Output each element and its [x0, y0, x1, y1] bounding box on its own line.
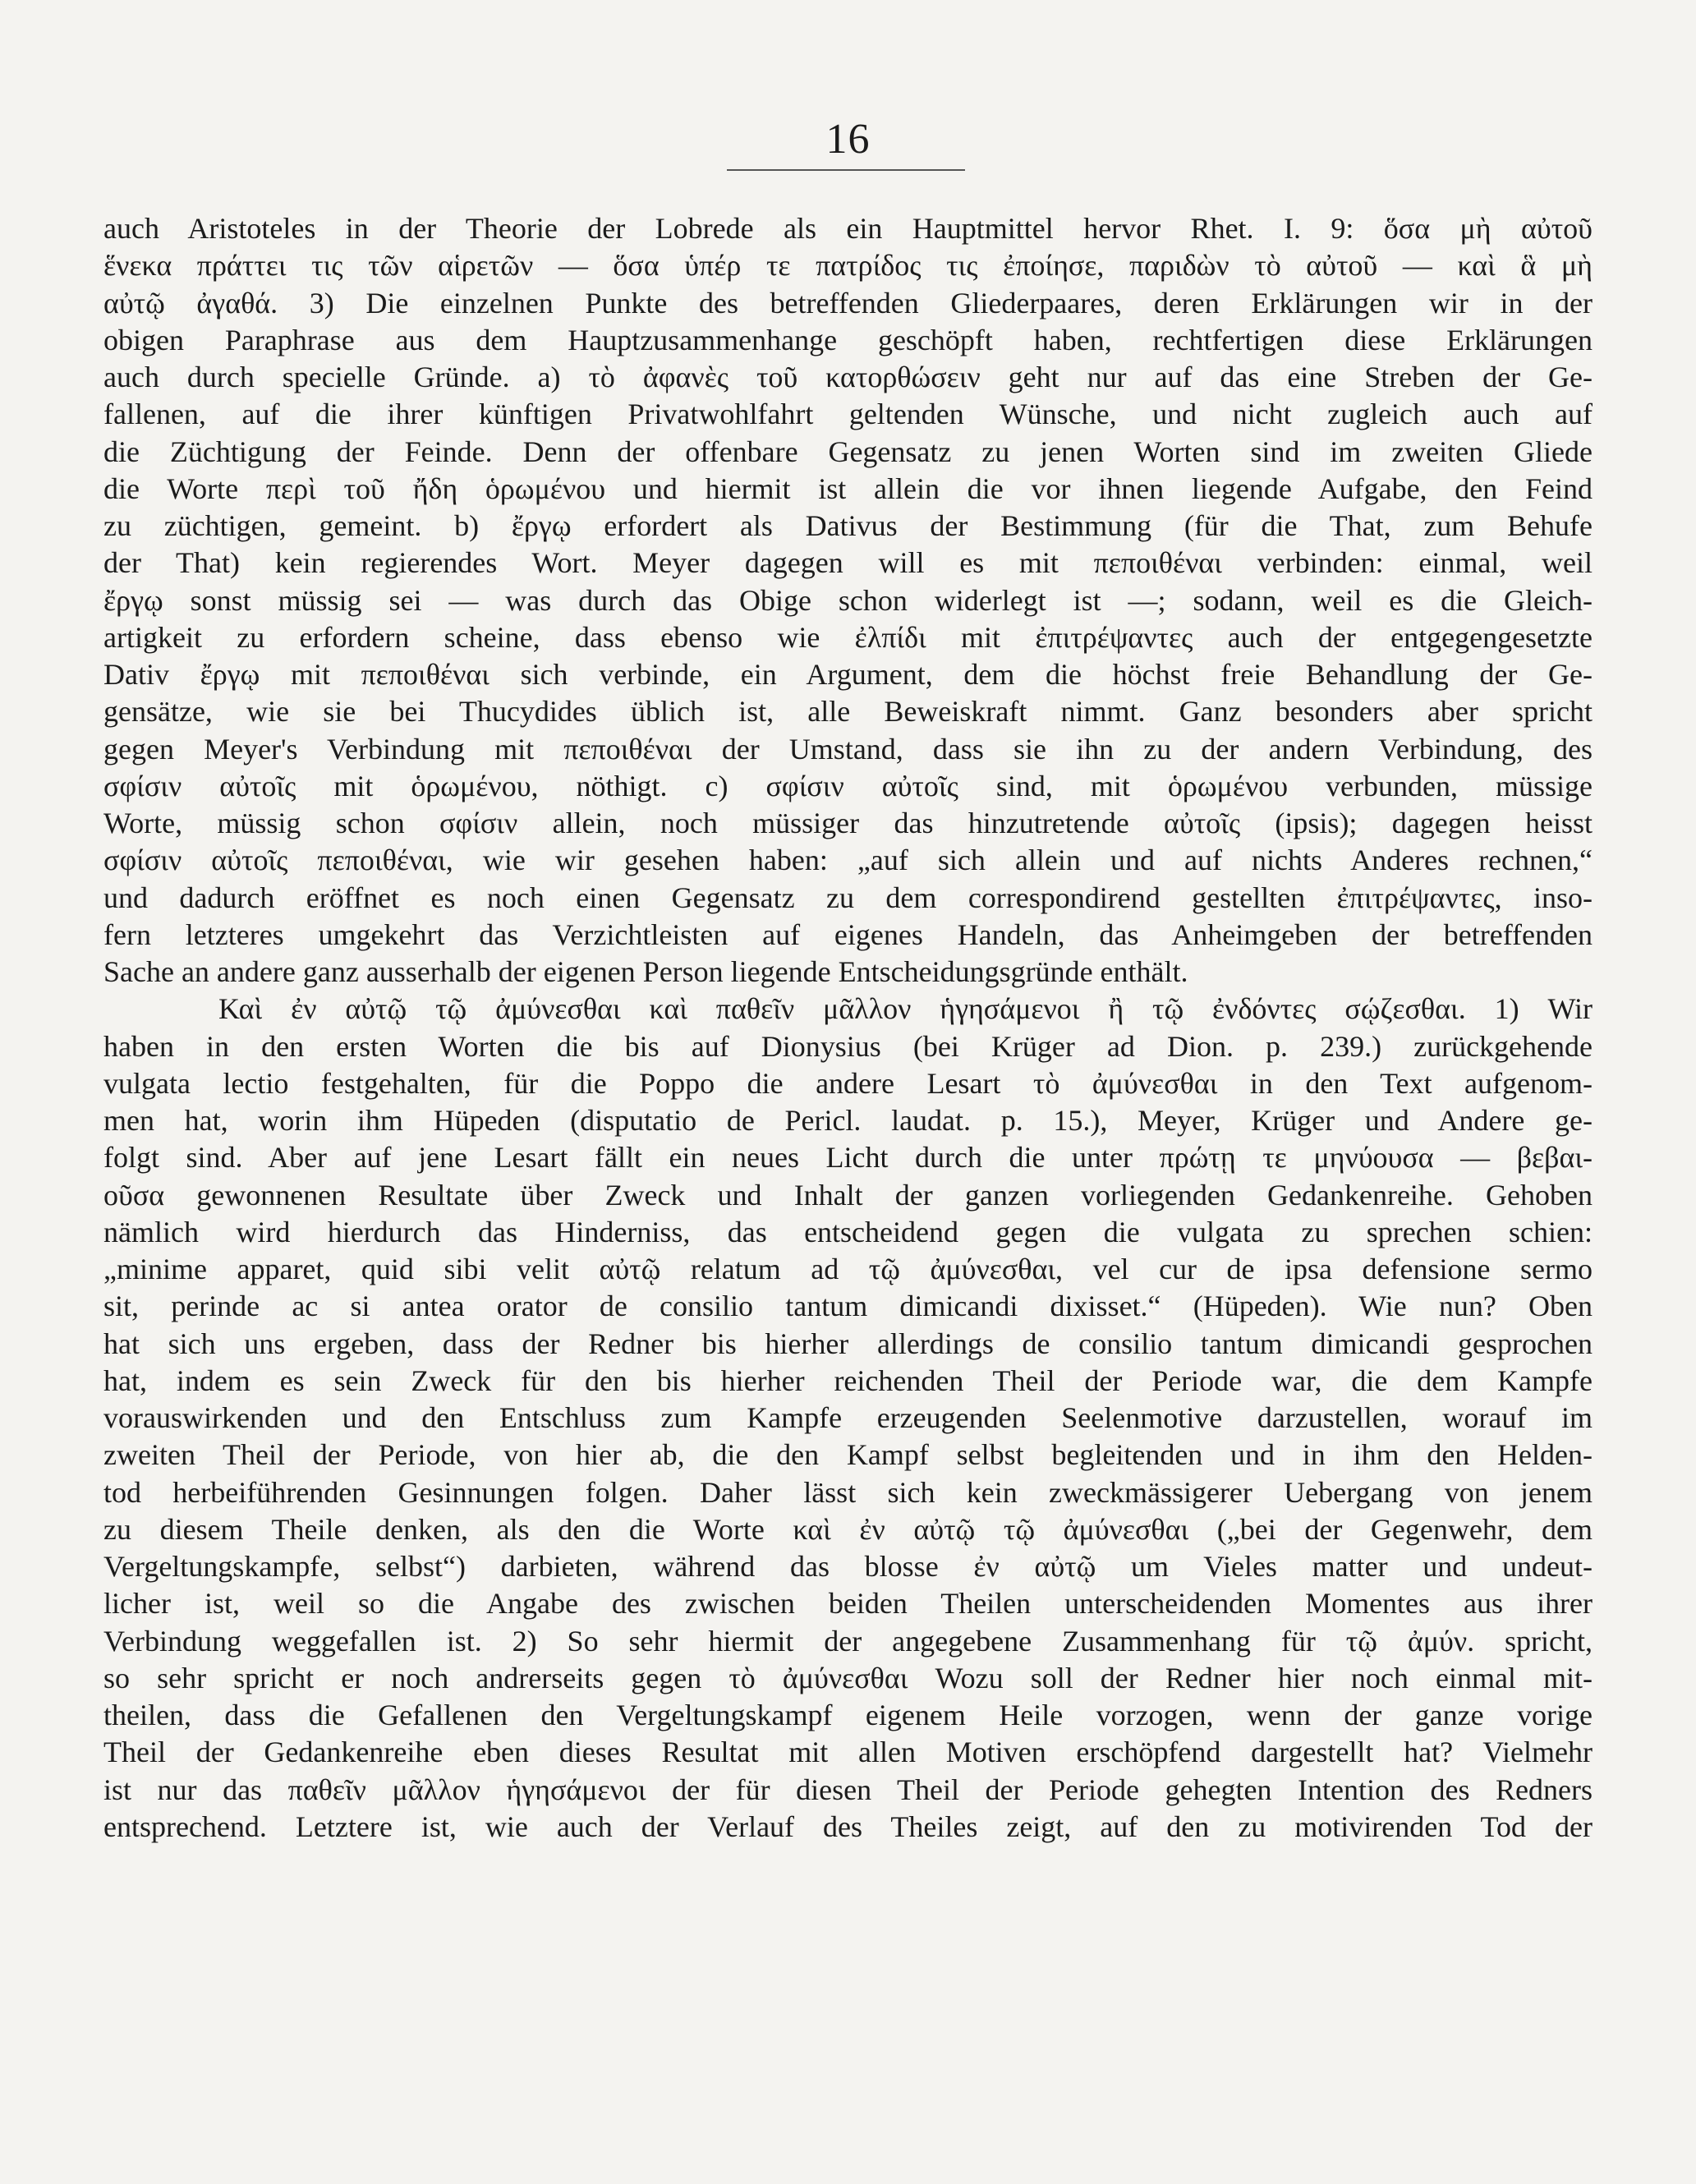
- text-line: vulgata lectio festgehalten, für die Poppo die andere Lesart τὸ ἀμύνεσθαι in den Text aufgenom-: [103, 1066, 1593, 1100]
- text-line: Vergeltungskampfe, selbst“) darbieten, während das blosse ἐν αὐτῷ um Vieles matter und undeut-: [103, 1550, 1593, 1583]
- text-line: und dadurch eröffnet es noch einen Gegensatz zu dem correspondirend gestellten ἐπιτρέψαντες, inso-: [103, 880, 1593, 914]
- text-line: zu diesem Theile denken, als den die Worte καὶ ἐν αὐτῷ τῷ ἀμύνεσθαι („bei der Gegenwehr, dem: [103, 1512, 1593, 1546]
- text-line: so sehr spricht er noch andrerseits gegen τὸ ἀμύνεσθαι Wozu soll der Redner hier noch einmal mit-: [103, 1661, 1593, 1694]
- text-line: ist nur das παθεῖν μᾶλλον ἡγησάμενοι der für diesen Theil der Periode gehegten Intention des Redners: [103, 1772, 1593, 1806]
- text-line: obigen Paraphrase aus dem Hauptzusammenhange geschöpft haben, rechtfertigen diese Erklärungen: [103, 323, 1593, 356]
- paragraph-start-line: Καὶ ἐν αὐτῷ τῷ ἀμύνεσθαι καὶ παθεῖν μᾶλλον ἡγησάμενοι ἢ τῷ ἐνδόντες σῴζεσθαι. 1) Wir: [218, 992, 1593, 1026]
- page-number-rule: [727, 169, 965, 171]
- text-line: folgt sind. Aber auf jene Lesart fällt ein neues Licht durch die unter πρώτῃ τε μηνύουσα — βεβαι-: [103, 1141, 1593, 1175]
- text-line: entsprechend. Letztere ist, wie auch der Verlauf des Theiles zeigt, auf den zu motivirenden Tod der: [103, 1809, 1593, 1843]
- text-line: sit, perinde ac si antea orator de consilio tantum dimicandi dixisset.“ (Hüpeden). Wie nun? Oben: [103, 1290, 1593, 1323]
- text-line: nämlich wird hierdurch das Hinderniss, das entscheidend gegen die vulgata zu sprechen schien:: [103, 1215, 1593, 1248]
- text-line: tod herbeiführenden Gesinnungen folgen. Daher lässt sich kein zweckmässigerer Uebergang von jenem: [103, 1475, 1593, 1509]
- text-line: Verbindung weggefallen ist. 2) So sehr hiermit der angegebene Zusammenhang für τῷ ἀμύν. spricht,: [103, 1624, 1593, 1658]
- text-line: haben in den ersten Worten die bis auf Dionysius (bei Krüger ad Dion. p. 239.) zurückgehende: [103, 1029, 1593, 1063]
- text-line: zu züchtigen, gemeint. b) ἔργῳ erfordert als Dativus der Bestimmung (für die That, zum Behufe: [103, 509, 1593, 542]
- page-number: 16: [825, 116, 871, 163]
- text-line: gegen Meyer's Verbindung mit πεποιθέναι der Umstand, dass sie ihn zu der andern Verbindung, des: [103, 732, 1593, 766]
- text-line: Sache an andere ganz ausserhalb der eigenen Person liegende Entscheidungsgründe enthält.: [103, 955, 1188, 988]
- text-line: οῦσα gewonnenen Resultate über Zweck und Inhalt der ganzen vorliegenden Gedankenreihe. Gehoben: [103, 1178, 1593, 1212]
- text-line: fallenen, auf die ihrer künftigen Privatwohlfahrt geltenden Wünsche, und nicht zugleich auch auf: [103, 398, 1593, 431]
- text-line: gensätze, wie sie bei Thucydides üblich ist, alle Beweiskraft nimmt. Ganz besonders aber spricht: [103, 695, 1593, 729]
- text-line: fern letzteres umgekehrt das Verzichtleisten auf eigenes Handeln, das Anheimgeben der betreffenden: [103, 917, 1593, 951]
- body-text: [103, 210, 1593, 1846]
- text-line: der That) kein regierendes Wort. Meyer dagegen will es mit πεποιθέναι verbinden: einmal, weil: [103, 546, 1593, 580]
- text-line: artigkeit zu erfordern scheine, dass ebenso wie ἐλπίδι mit ἐπιτρέψαντες auch der entgegengesetzte: [103, 620, 1593, 654]
- text-line: Worte, müssig schon σφίσιν allein, noch müssiger das hinzutretende αὐτοῖς (ipsis); dagegen heisst: [103, 807, 1593, 839]
- text-line: die Worte περὶ τοῦ ἤδη ὁρωμένου und hiermit ist allein die vor ihnen liegende Aufgabe, den Feind: [103, 471, 1593, 505]
- text-line: hat sich uns ergeben, dass der Redner bis hierher allerdings de consilio tantum dimicandi gesprochen: [103, 1326, 1593, 1360]
- text-line: ἔργῳ sonst müssig sei — was durch das Obige schon widerlegt ist —; sodann, weil es die Gleich-: [103, 583, 1593, 617]
- text-line: zweiten Theil der Periode, von hier ab, die den Kampf selbst begleitenden und in ihm den Helden-: [103, 1438, 1593, 1472]
- text-line: ἕνεκα πράττει τις τῶν αἱρετῶν — ὅσα ὑπέρ τε πατρίδος τις ἐποίησε, παριδὼν τὸ αὐτοῦ — καὶ ἃ μὴ: [103, 249, 1593, 283]
- text-line: vorauswirkenden und den Entschluss zum Kampfe erzeugenden Seelenmotive darzustellen, worauf im: [103, 1401, 1593, 1434]
- text-line: hat, indem es sein Zweck für den bis hierher reichenden Theil der Periode war, die dem Kampfe: [103, 1363, 1593, 1397]
- text-line: σφίσιν αὐτοῖς πεποιθέναι, wie wir gesehen haben: „auf sich allein und auf nichts Anderes rechnen,“: [103, 844, 1593, 877]
- text-line: σφίσιν αὐτοῖς mit ὁρωμένου, nöthigt. c) σφίσιν αὐτοῖς sind, mit ὁρωμένου verbunden, müssige: [103, 769, 1593, 802]
- text-line: Dativ ἔργῳ mit πεποιθέναι sich verbinde, ein Argument, dem die höchst freie Behandlung der Ge-: [103, 658, 1593, 691]
- text-line: die Züchtigung der Feinde. Denn der offenbare Gegensatz zu jenen Worten sind im zweiten Gliede: [103, 435, 1593, 468]
- text-line: auch Aristoteles in der Theorie der Lobrede als ein Hauptmittel hervor Rhet. I. 9: ὅσα μὴ αὐτοῦ: [103, 212, 1593, 245]
- text-line: licher ist, weil so die Angabe des zwischen beiden Theilen unterscheidenden Momentes aus ihrer: [103, 1587, 1593, 1621]
- text-line: theilen, dass die Gefallenen den Vergeltungskampf eigenem Heile vorzogen, wenn der ganze vorige: [103, 1699, 1593, 1731]
- text-line: Theil der Gedankenreihe eben dieses Resultat mit allen Motiven erschöpfend dargestellt hat? Vielmehr: [103, 1736, 1593, 1769]
- text-line: αὐτῷ ἀγαθά. 3) Die einzelnen Punkte des betreffenden Gliederpaares, deren Erklärungen wir in der: [103, 286, 1593, 320]
- text-line: men hat, worin ihm Hüpeden (disputatio de Pericl. laudat. p. 15.), Meyer, Krüger und Andere ge-: [103, 1104, 1593, 1137]
- text-line: auch durch specielle Gründe. a) τὸ ἀφανὲς τοῦ κατορθώσειν geht nur auf das eine Streben der Ge-: [103, 361, 1593, 393]
- text-line: „minime apparet, quid sibi velit αὐτῷ relatum ad τῷ ἀμύνεσθαι, vel cur de ipsa defensione sermo: [103, 1253, 1593, 1285]
